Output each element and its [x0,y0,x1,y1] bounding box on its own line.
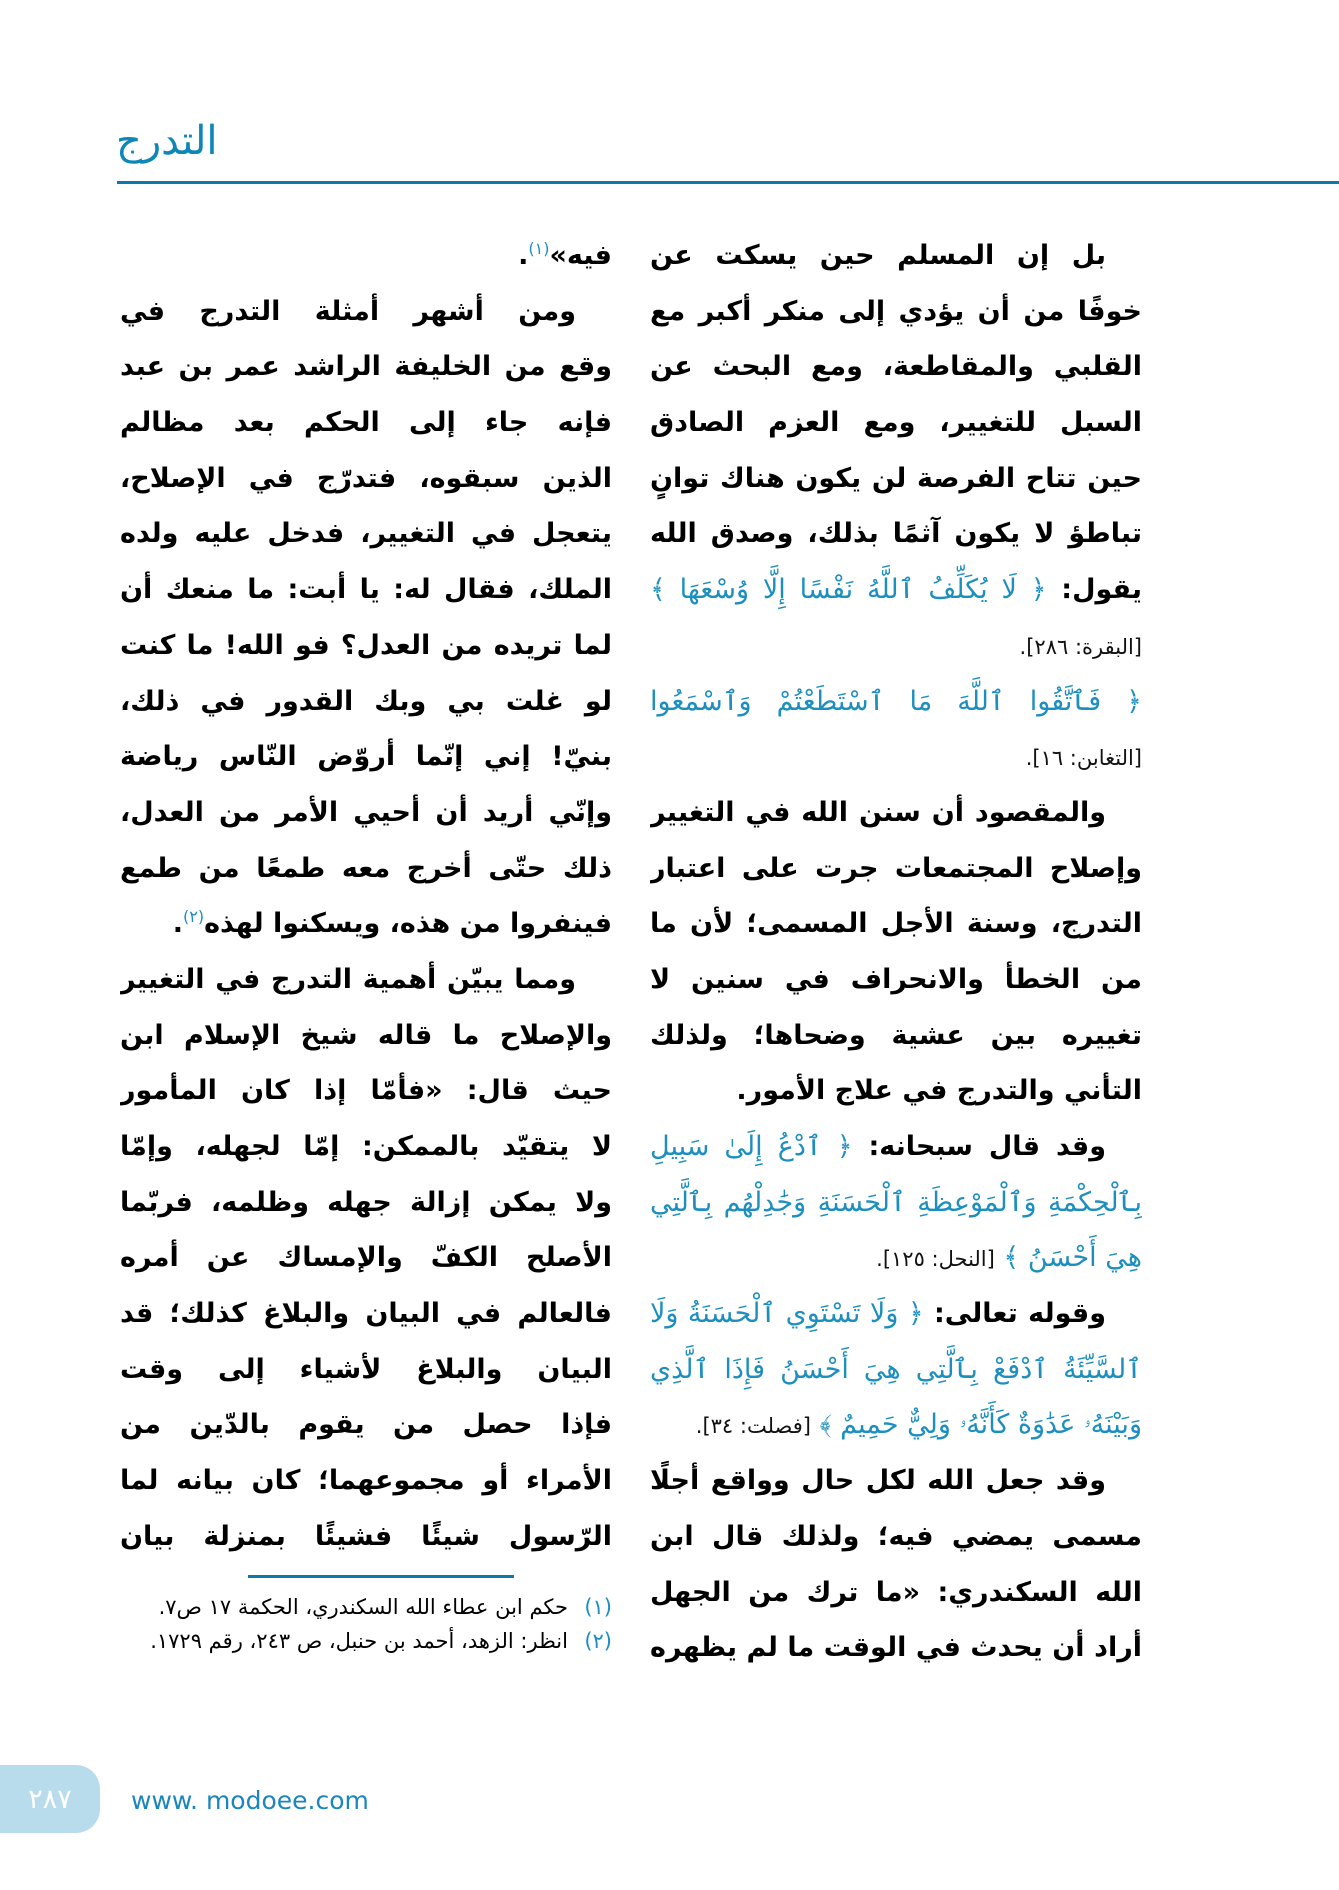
text-line [120,1342,612,1398]
text-line [120,284,612,340]
body-text: البيان والبلاغ لأشياء إلى وقت [120,1353,612,1385]
body-text: التأني والتدرج في علاج الأمور. [736,1075,1142,1107]
body-text: يتعجل في التغيير، فدخل عليه ولده [120,518,612,550]
verse-reference: [فصلت: ٣٤]. [695,1414,811,1439]
quran-verse: وَبَيْنَهُۥ عَدَٰوَةٌ كَأَنَّهُۥ وَلِيٌّ حَمِيمٌ ﴾ [810,1409,1142,1441]
body-text: وقد قال سبحانه: [852,1131,1107,1162]
text-line [120,841,612,897]
body-text: حين تتاح الفرصة لن يكون هناك توانٍ [650,462,1142,494]
text-line [650,618,1142,674]
left-text-column [120,228,612,1565]
text-line [120,451,612,507]
text-line [650,1620,1142,1676]
text-line [650,896,1142,952]
body-text: السبل للتغيير، ومع العزم الصادق [650,407,1142,439]
body-text: خوفًا من أن يؤدي إلى منكر أكبر مع [650,295,1142,327]
body-text: والإصلاح ما قاله شيخ الإسلام ابن [120,1019,612,1051]
body-text: من الخطأ والانحراف في سنين لا [650,963,1142,995]
footnote-text: انظر: الزهد، أحمد بن حنبل، ص ٢٤٣، رقم ١٧٢٩. [150,1629,568,1653]
text-line [650,952,1142,1008]
page-number: ٢٨٧ [28,1783,72,1815]
body-text: مسمى يمضي فيه؛ ولذلك قال ابن [650,1520,1142,1552]
text-line [120,1453,612,1509]
body-text: تغييره بين عشية وضحاها؛ ولذلك [650,1019,1142,1051]
text-line [650,785,1142,841]
text-line [650,1008,1142,1064]
text-line [650,1286,1142,1342]
text-line [120,1063,612,1119]
text-line [650,1509,1142,1565]
right-text-column [650,228,1142,1676]
text-line [650,1342,1142,1398]
body-text: . [172,908,183,940]
body-text: ذلك حتّى أخرج معه طمعًا من طمع [120,852,612,884]
quran-verse: ٱلسَّيِّئَةُ ٱدْفَعْ بِٱلَّتِي هِيَ أَحْسَنُ فَإِذَا ٱلَّذِي [650,1353,1142,1385]
text-line [120,618,612,674]
text-line [650,451,1142,507]
text-line [120,1175,612,1231]
body-text: فينفروا من هذه، ويسكنوا لهذه [204,908,612,940]
text-line [120,1119,612,1175]
text-line [650,339,1142,395]
footnotes [110,1590,612,1658]
body-text: الملك، فقال له: يا أبت: ما منعك أن [120,574,612,606]
body-text: وإصلاح المجتمعات جرت على اعتبار [650,852,1142,884]
text-line [650,284,1142,340]
text-line [650,562,1142,618]
footnote-separator [248,1575,514,1578]
text-line [650,1230,1142,1286]
text-line [650,1119,1142,1175]
text-line [120,674,612,730]
text-line [650,1397,1142,1453]
text-line [650,1175,1142,1231]
text-line [120,729,612,785]
text-line [650,729,1142,785]
body-text: الرّسول شيئًا فشيئًا بمنزلة بيان [120,1520,612,1552]
text-line [120,1286,612,1342]
body-text: أراد أن يحدث في الوقت ما لم يظهره [650,1632,1142,1664]
body-text: حيث قال: «فأمّا إذا كان المأمور [120,1075,612,1107]
body-text: القلبي والمقاطعة، ومع البحث عن [650,351,1142,383]
body-text: ومما يبيّن أهمية التدرج في التغيير [120,963,576,995]
body-text: وقد جعل الله لكل حال وواقع أجلًا [650,1465,1106,1497]
body-text: فإذا حصل من يقوم بالدّين من [120,1409,612,1441]
text-line [650,506,1142,562]
footnote-text: حكم ابن عطاء الله السكندري، الحكمة ١٧ ص٧. [158,1595,568,1619]
text-line [120,952,612,1008]
body-text: لا يتقيّد بالممكن: إمّا لجهله، وإمّا [120,1131,612,1162]
body-text: ومن أشهر أمثلة التدرج في [120,295,576,327]
body-text: التدرج، وسنة الأجل المسمى؛ لأن ما [650,908,1142,940]
body-text: لو غلت بي وبك القدور في ذلك، [120,685,612,717]
body-text: فيه» [549,240,612,271]
quran-verse: ﴿ ٱدْعُ إِلَىٰ سَبِيلِ [650,1131,853,1162]
text-line [120,395,612,451]
text-line [650,228,1142,284]
header-rule [117,181,1339,184]
text-line [650,395,1142,451]
verse-reference: [النحل: ١٢٥]. [876,1247,995,1272]
body-text: الأصلح الكفّ والإمساك عن أمره [120,1242,612,1274]
body-text: والمقصود أن سنن الله في التغيير [650,796,1106,828]
text-line [650,674,1142,730]
quran-verse: هِيَ أَحْسَنُ ﴾ [994,1242,1142,1274]
text-line [650,1453,1142,1509]
text-line [120,1509,612,1565]
quran-verse: ﴿ وَلَا تَسْتَوِي ٱلْحَسَنَةُ وَلَا [650,1298,924,1330]
body-text: فالعالم في البيان والبلاغ كذلك؛ قد [120,1298,612,1330]
body-text: بنيّ! إني إنّما أروّض النّاس رياضة [120,741,612,773]
text-line [120,1397,612,1453]
text-line [120,339,612,395]
text-line [120,785,612,841]
footnote [110,1590,612,1624]
body-text: وقع من الخليفة الراشد عمر بن عبد [120,351,612,383]
verse-reference: [التغابن: ١٦]. [1025,746,1142,771]
text-line [650,1063,1142,1119]
text-line [120,506,612,562]
text-line [650,1565,1142,1621]
text-line [120,562,612,618]
footnote [110,1624,612,1658]
text-line [120,1230,612,1286]
body-text: الأمراء أو مجموعهما؛ كان بيانه لما [120,1465,612,1497]
body-text: لما تريده من العدل؟ فو الله! ما كنت [120,629,612,661]
body-text: الله السكندري: «ما ترك من الجهل [650,1576,1142,1608]
footnote-marker[interactable]: (٢) [182,907,205,927]
verse-reference: [البقرة: ٢٨٦]. [1019,634,1142,659]
footnote-number: (٢) [584,1629,612,1653]
running-header-title: التدرج [116,118,218,164]
footnote-marker[interactable]: (١) [528,239,550,258]
body-text: تباطؤ لا يكون آثمًا بذلك، وصدق الله [650,518,1142,550]
website-link[interactable]: www. modoee.com [131,1786,369,1815]
body-text: وإنّي أريد أن أحيي الأمر من العدل، [120,796,612,828]
quran-verse: بِٱلْحِكْمَةِ وَٱلْمَوْعِظَةِ ٱلْحَسَنَةِ وَجَٰدِلْهُم بِٱلَّتِي [650,1186,1142,1218]
text-line [120,896,612,952]
text-line [650,841,1142,897]
body-text: فإنه جاء إلى الحكم بعد مظالم [120,407,612,439]
body-text: . [518,240,529,271]
body-text: يقول: [1046,574,1142,606]
body-text: الذين سبقوه، فتدرّج في الإصلاح، [120,462,612,494]
body-text: ولا يمكن إزالة جهله وظلمه، فربّما [120,1186,612,1218]
quran-verse: ﴿ فَٱتَّقُوا ٱللَّهَ مَا ٱسْتَطَعْتُمْ وَٱسْمَعُوا [650,685,1142,717]
page-number-badge [0,1765,100,1833]
text-line [120,1008,612,1064]
quran-verse: ﴿ لَا يُكَلِّفُ ٱللَّهُ نَفْسًا إِلَّا وُسْعَهَا ﴾ [650,574,1047,606]
body-text: بل إن المسلم حين يسكت عن [650,240,1106,271]
text-line [120,228,612,284]
body-text: وقوله تعالى: [923,1298,1106,1330]
footnote-number: (١) [584,1595,612,1619]
